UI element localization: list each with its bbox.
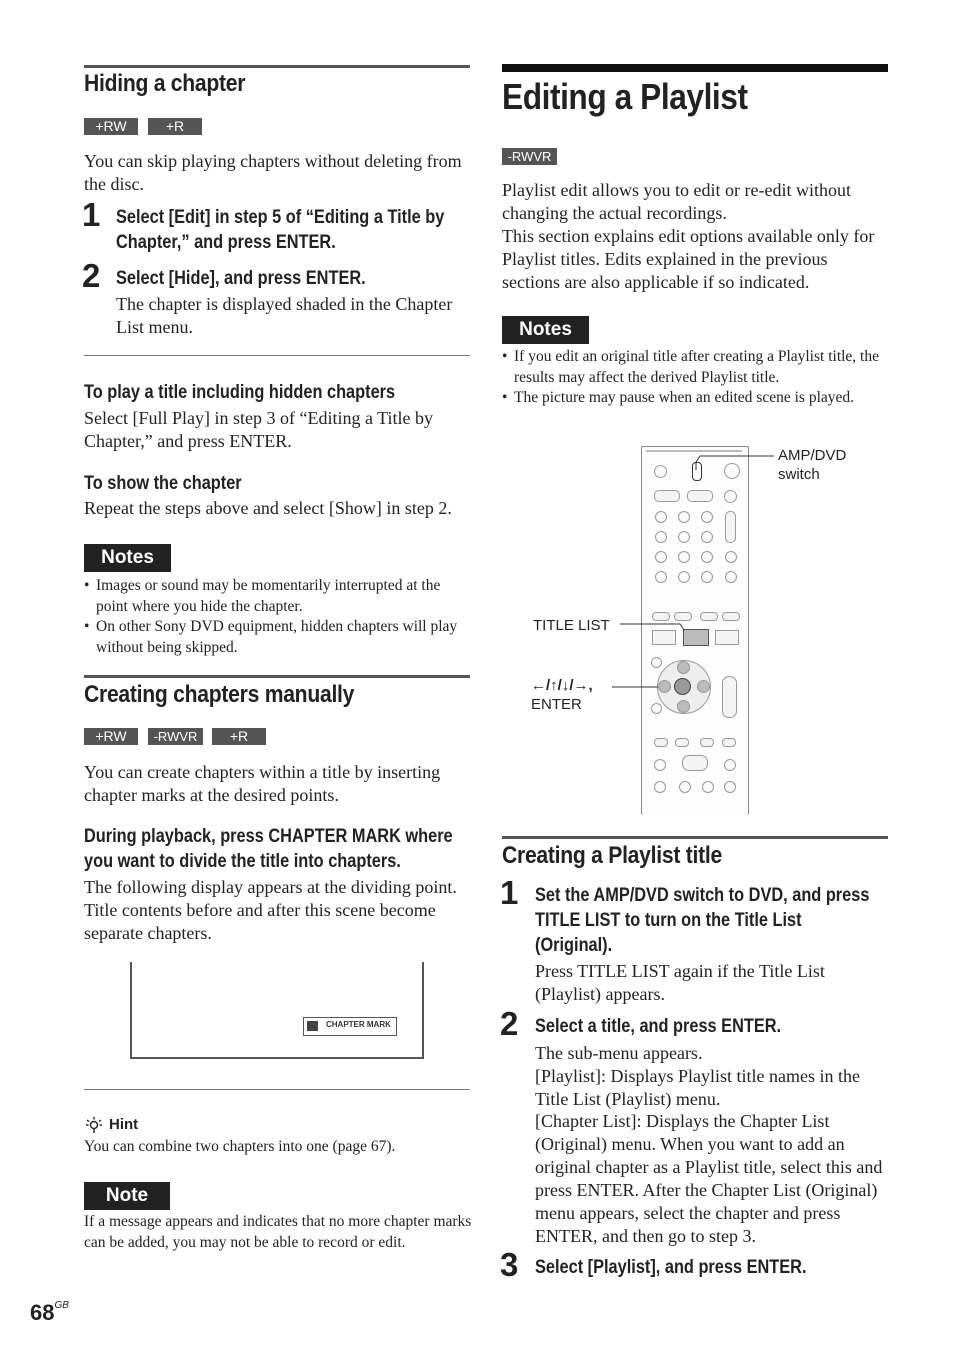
remote-button <box>675 738 689 747</box>
chapter-mark-indicator <box>303 1017 397 1036</box>
section-title-creating-chapters: Creating chapters manually <box>84 681 355 708</box>
creating-subheading-line-1: During playback, press CHAPTER MARK where <box>84 826 453 847</box>
remote-button <box>654 781 666 793</box>
creating-intro-text: You can create chapters within a title by inserting chapter marks at the desired points. <box>84 762 441 805</box>
step-1-description: Press TITLE LIST again if the Title List (Playlist) appears. <box>535 961 825 1004</box>
step-2-text: Select a title, and press ENTER. <box>535 1016 782 1037</box>
step-3-text: Select [Playlist], and press ENTER. <box>535 1257 807 1278</box>
remote-button <box>724 781 736 793</box>
title-list-label: TITLE LIST <box>533 617 610 634</box>
notes-list <box>84 576 474 658</box>
display-screen-illustration <box>130 962 424 1059</box>
format-badge-minus-rwvr: -RWVR <box>502 148 557 165</box>
hint-text: You can combine two chapters into one (page 67). <box>84 1138 396 1155</box>
notes-list <box>502 347 894 409</box>
step-number-1: 1 <box>82 196 101 233</box>
remote-button <box>654 759 666 771</box>
step-1-text-line-1: Select [Edit] in step 5 of “Editing a Title by <box>116 207 445 228</box>
note-item: • On other Sony DVD equipment, hidden chapters will play without being skipped. <box>84 617 474 658</box>
remote-button <box>722 738 736 747</box>
show-chapter-heading: To show the chapter <box>84 473 242 494</box>
remote-button <box>724 759 736 771</box>
step-2-description-2: [Playlist]: Displays Playlist title names in the Title List (Playlist) menu. <box>535 1066 860 1109</box>
note-item: • The picture may pause when an edited scene is played. <box>502 388 894 409</box>
step-2-description-3: [Chapter List]: Displays the Chapter List (Original) menu. When you want to add an original chapter as a Playlist title, select this and press ENTER. After the Chapter List (Original) menu appears, select the chapter and press ENTER, and then go to step 3. <box>535 1111 883 1246</box>
step-2-description-1: The sub-menu appears. <box>535 1043 703 1063</box>
section-rule <box>84 675 470 678</box>
clapper-icon <box>307 1021 318 1031</box>
page-title: Editing a Playlist <box>502 76 748 117</box>
play-hidden-text: Select [Full Play] in step 3 of “Editing a Title by Chapter,” and press ENTER. <box>84 408 433 451</box>
step-2-text: Select [Hide], and press ENTER. <box>116 268 366 289</box>
enter-label: ENTER <box>531 696 582 713</box>
section-rule <box>502 836 888 839</box>
remote-button <box>702 781 714 793</box>
arrow-keys-label: ←/↑/↓/→, <box>531 677 593 694</box>
section-rule <box>84 65 470 68</box>
amp-dvd-label-line-1: AMP/DVD <box>778 447 847 464</box>
page-number-value: 68 <box>30 1300 55 1325</box>
step-number-1: 1 <box>500 874 519 911</box>
note-item: • Images or sound may be momentarily interrupted at the point where you hide the chapter. <box>84 576 474 617</box>
callout-lines <box>600 440 780 720</box>
section-title-hiding-chapter: Hiding a chapter <box>84 70 246 97</box>
hint-label: Hint <box>109 1116 139 1133</box>
step-1-text-line-2: TITLE LIST to turn on the Title List <box>535 910 802 931</box>
note-item: • If you edit an original title after creating a Playlist title, the results may affect the derived Playlist title. <box>502 347 894 388</box>
page-number <box>30 1300 69 1326</box>
divider <box>84 355 470 356</box>
step-1-text-line-3: (Original). <box>535 935 613 956</box>
play-button <box>682 755 708 771</box>
playlist-intro-2: This section explains edit options available only for Playlist titles. Edits explained in the previous sections are also applicable if so indicated. <box>502 226 875 292</box>
note-text: If a message appears and indicates that no more chapter marks can be added, you may not be able to record or edit. <box>84 1213 472 1251</box>
format-badge-plus-rw: +RW <box>84 728 138 745</box>
step-2-description: The chapter is displayed shaded in the Chapter List menu. <box>116 294 453 337</box>
notes-label: Notes <box>502 316 589 344</box>
format-badge-plus-rw: +RW <box>84 118 138 135</box>
format-badge-minus-rwvr: -RWVR <box>148 728 203 745</box>
section-rule-thick <box>502 64 888 72</box>
play-hidden-heading: To play a title including hidden chapters <box>84 382 396 403</box>
notes-label: Notes <box>84 544 171 572</box>
remote-button <box>700 738 714 747</box>
remote-button <box>654 738 668 747</box>
divider <box>84 1089 470 1090</box>
hiding-intro-text: You can skip playing chapters without deleting from the disc. <box>84 151 462 194</box>
step-number-2: 2 <box>82 257 101 294</box>
step-number-2: 2 <box>500 1005 519 1042</box>
step-1-text-line-1: Set the AMP/DVD switch to DVD, and press <box>535 885 870 906</box>
step-1-text-line-2: Chapter,” and press ENTER. <box>116 232 336 253</box>
page-number-suffix: GB <box>54 1300 69 1311</box>
section-title-creating-playlist: Creating a Playlist title <box>502 842 722 869</box>
format-badge-plus-r: +R <box>148 118 202 135</box>
remote-button <box>679 781 691 793</box>
chapter-mark-label: CHAPTER MARK <box>326 1020 391 1029</box>
creating-description: The following display appears at the dividing point. Title contents before and after this scene become separate chapters. <box>84 877 457 943</box>
playlist-intro-1: Playlist edit allows you to edit or re-edit without changing the actual recordings. <box>502 180 851 223</box>
format-badge-plus-r: +R <box>212 728 266 745</box>
show-chapter-text: Repeat the steps above and select [Show] in step 2. <box>84 498 452 518</box>
amp-dvd-label-line-2: switch <box>778 466 820 483</box>
step-number-3: 3 <box>500 1246 519 1283</box>
note-label: Note <box>84 1182 170 1210</box>
lightbulb-icon <box>86 1117 102 1134</box>
creating-subheading-line-2: you want to divide the title into chapters. <box>84 851 401 872</box>
